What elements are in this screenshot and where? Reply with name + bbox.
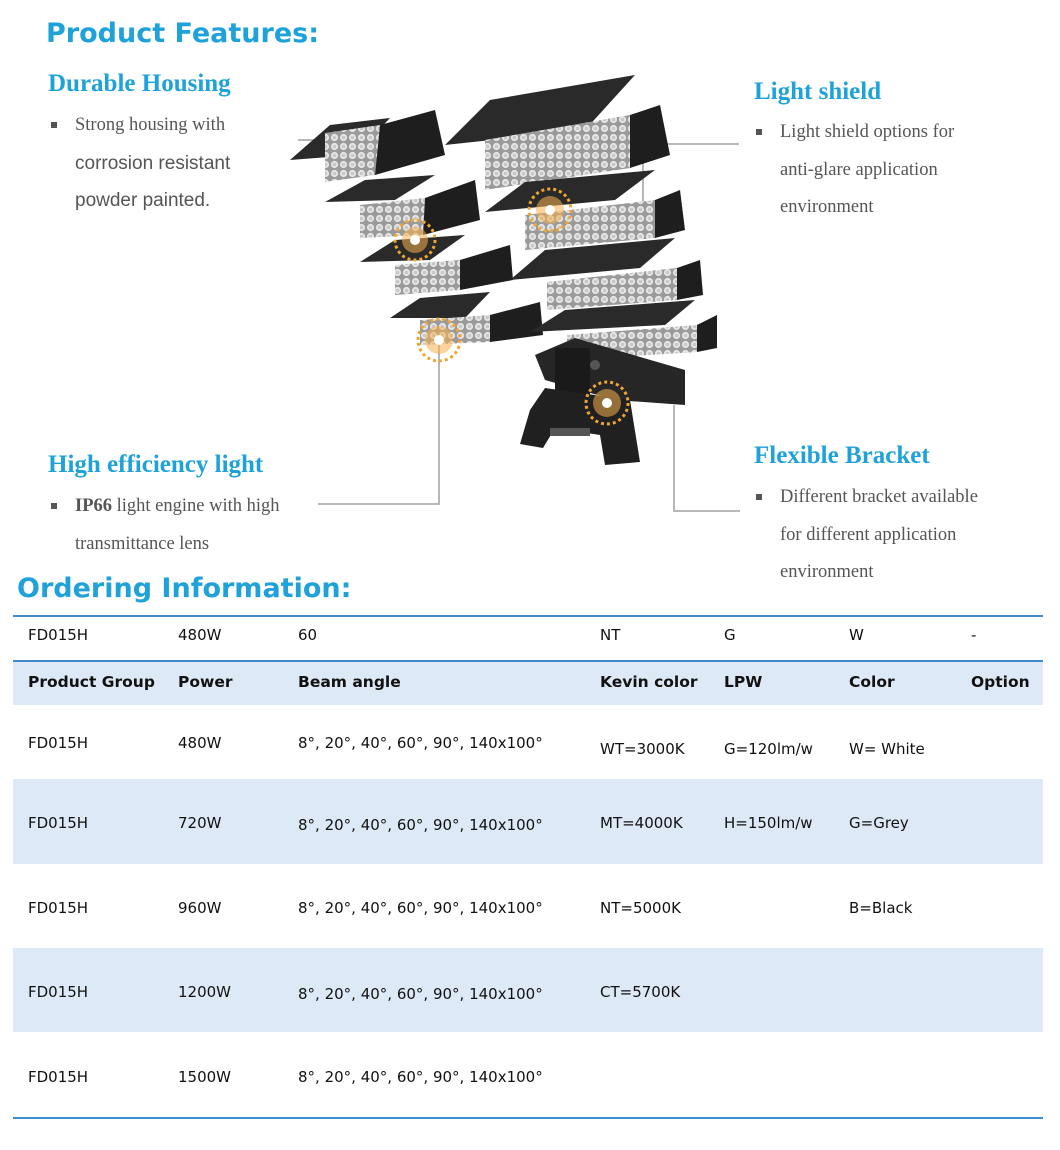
light-shield-line-2: anti-glare application (780, 159, 938, 180)
high-efficiency-line-1 (75, 488, 335, 526)
table-cell: 8°, 20°, 40°, 60°, 90°, 140x100° (298, 899, 543, 917)
header-product-group: Product Group (28, 673, 155, 691)
bullet-icon (756, 129, 762, 135)
ordering-info-title: Ordering Information: (17, 573, 352, 604)
table-cell: 1500W (178, 1068, 232, 1086)
code-row (13, 617, 1043, 661)
callout-line-bracket-h (673, 510, 740, 512)
table-cell: MT=4000K (600, 814, 683, 832)
light-shield-text (780, 114, 1040, 227)
durable-housing-line-2: corrosion resistant (75, 152, 231, 174)
table-header-row (13, 662, 1043, 705)
ip66-label: IP66 (75, 496, 112, 516)
table-cell: 480W (178, 734, 222, 752)
bullet-icon (51, 122, 57, 128)
code-cell: W (849, 626, 864, 644)
table-row (13, 705, 1043, 779)
table-row (13, 948, 1043, 1032)
light-shield-line-1: Light shield options for (780, 122, 955, 142)
mounting-bracket (520, 388, 640, 465)
flexible-bracket-line-1: Different bracket available (780, 487, 978, 507)
table-cell: 8°, 20°, 40°, 60°, 90°, 140x100° (298, 734, 543, 752)
table-cell: B=Black (849, 899, 913, 917)
product-features-title: Product Features: (46, 18, 320, 49)
table-cell: 960W (178, 899, 222, 917)
flexible-bracket-text (780, 479, 1040, 592)
table-bottom-rule (13, 1117, 1043, 1119)
high-efficiency-line-1-rest: light engine with high (112, 496, 280, 516)
header-kevin-color: Kevin color (600, 673, 698, 691)
table-cell: FD015H (28, 1068, 89, 1086)
high-efficiency-line-2: transmittance lens (75, 533, 210, 554)
header-power: Power (178, 673, 233, 691)
left-module-4 (390, 292, 543, 345)
table-cell: FD015H (28, 899, 89, 917)
light-shield-line-3: environment (780, 197, 874, 217)
table-cell: G=120lm/w (724, 740, 813, 758)
header-color: Color (849, 673, 895, 691)
code-cell: FD015H (28, 626, 89, 644)
flexible-bracket-line-3: environment (780, 562, 874, 582)
code-cell: 60 (298, 626, 318, 644)
high-efficiency-title: High efficiency light (48, 451, 264, 478)
table-cell: 720W (178, 814, 222, 832)
table-row (13, 864, 1043, 948)
durable-housing-line-1: Strong housing with (75, 115, 226, 135)
light-shield-title: Light shield (754, 78, 882, 105)
code-cell: G (724, 626, 736, 644)
table-cell: FD015H (28, 734, 89, 752)
table-cell: 8°, 20°, 40°, 60°, 90°, 140x100° (298, 816, 543, 834)
callout-line-efficiency-h (318, 503, 440, 505)
code-cell: 480W (178, 626, 222, 644)
flexible-bracket-line-2: for different application (780, 524, 957, 545)
floodlight-image (285, 70, 730, 470)
table-cell: 1200W (178, 983, 232, 1001)
flexible-bracket-title: Flexible Bracket (754, 442, 930, 469)
right-module-3 (510, 238, 703, 310)
durable-housing-title: Durable Housing (48, 70, 231, 97)
table-cell: G=Grey (849, 814, 909, 832)
table-cell: FD015H (28, 983, 89, 1001)
bullet-icon (756, 494, 762, 500)
code-cell: - (971, 626, 977, 644)
table-cell: CT=5700K (600, 983, 681, 1001)
high-efficiency-text (75, 488, 335, 563)
table-row (13, 779, 1043, 864)
table-cell: WT=3000K (600, 740, 685, 758)
floodlight-illustration (285, 70, 730, 470)
left-module-2 (325, 175, 480, 238)
code-cell: NT (600, 626, 621, 644)
durable-housing-text (75, 107, 305, 220)
table-cell: FD015H (28, 814, 89, 832)
durable-housing-line-3: powder painted. (75, 190, 211, 211)
header-option: Option (971, 673, 1030, 691)
table-cell: 8°, 20°, 40°, 60°, 90°, 140x100° (298, 1068, 543, 1086)
header-lpw: LPW (724, 673, 763, 691)
table-cell: W= White (849, 740, 925, 758)
header-beam-angle: Beam angle (298, 673, 401, 691)
table-cell: H=150lm/w (724, 814, 813, 832)
left-module-1 (290, 110, 445, 182)
table-cell: NT=5000K (600, 899, 681, 917)
left-module-3 (360, 235, 513, 295)
table-cell: 8°, 20°, 40°, 60°, 90°, 140x100° (298, 985, 543, 1003)
bullet-icon (51, 503, 57, 509)
table-row (13, 1032, 1043, 1118)
